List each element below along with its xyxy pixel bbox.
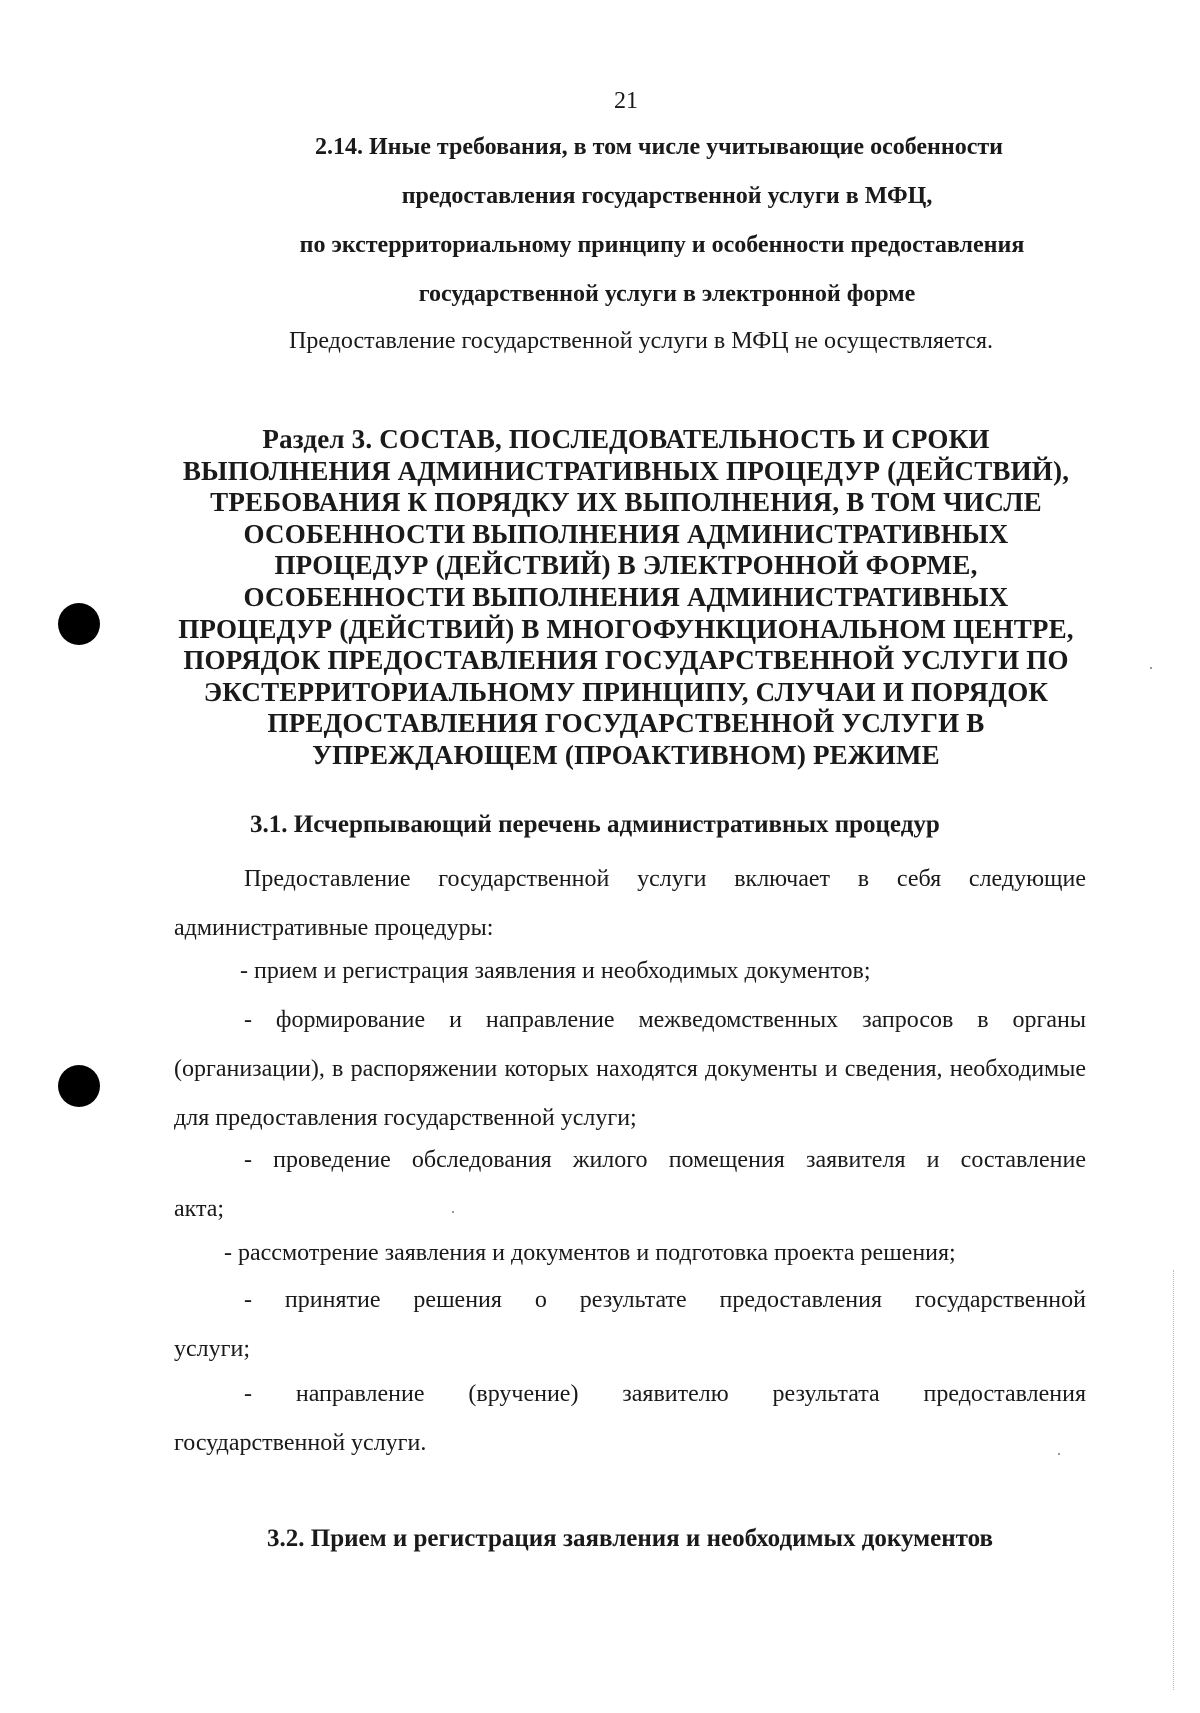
section-3-title-line: ПРЕДОСТАВЛЕНИЯ ГОСУДАРСТВЕННОЙ УСЛУГИ В [267, 708, 985, 739]
section-3-title-line: УПРЕЖДАЮЩЕМ (ПРОАКТИВНОМ) РЕЖИМЕ [312, 739, 940, 770]
section-3-title-line: ПРОЦЕДУР (ДЕЙСТВИЙ) В МНОГОФУНКЦИОНАЛЬНОМ ЦЕНТРЕ, [178, 613, 1074, 644]
section-3-title-line: ЭКСТЕРРИТОРИАЛЬНОМУ ПРИНЦИПУ, СЛУЧАИ И ПОРЯДОК [203, 676, 1049, 707]
paragraph-first-line: Предоставление государственной услуги включает в себя следующие [244, 866, 1086, 892]
list-item-first-line: - проведение обследования жилого помещения заявителя и составление [244, 1147, 1086, 1173]
section-2-14-heading-line-4: государственной услуги в электронной форме [418, 281, 916, 307]
list-item [174, 996, 1086, 1143]
section-3-2-heading: 3.2. Прием и регистрация заявления и необходимых документов [267, 1525, 994, 1552]
section-2-14-heading-line-1: 2.14. Иные требования, в том числе учитывающие особенности [315, 134, 1003, 160]
punch-hole-mark [58, 603, 100, 645]
list-item-first-line: - формирование и направление межведомственных запросов в органы [244, 1007, 1086, 1033]
scan-edge-line [1173, 1270, 1174, 1690]
section-3-1-heading: 3.1. Исчерпывающий перечень административных процедур [250, 811, 940, 838]
list-item-rest: государственной услуги. [174, 1430, 427, 1456]
section-2-14-heading-line-3: по экстерриториальному принципу и особенности предоставления [299, 232, 1025, 258]
paragraph-rest: административные процедуры: [174, 915, 494, 941]
section-2-14-heading-line-2: предоставления государственной услуги в МФЦ, [401, 183, 933, 209]
list-item-text: - прием и регистрация заявления и необходимых документов; [240, 958, 871, 984]
section-3-title-line: ВЫПОЛНЕНИЯ АДМИНИСТРАТИВНЫХ ПРОЦЕДУР (ДЕЙСТВИЙ), [182, 455, 1070, 486]
scan-speck [1058, 1453, 1060, 1455]
list-item [174, 1276, 1086, 1374]
punch-hole-mark [58, 1065, 100, 1107]
list-item-rest: акта; [174, 1196, 225, 1222]
list-item [240, 947, 1000, 996]
section-3-title-line: ОСОБЕННОСТИ ВЫПОЛНЕНИЯ АДМИНИСТРАТИВНЫХ [243, 518, 1009, 549]
section-3-title-line: ТРЕБОВАНИЯ К ПОРЯДКУ ИХ ВЫПОЛНЕНИЯ, В ТОМ ЧИСЛЕ [210, 487, 1042, 518]
section-3-title-line: ОСОБЕННОСТИ ВЫПОЛНЕНИЯ АДМИНИСТРАТИВНЫХ [243, 581, 1009, 612]
list-item-first-line: - принятие решения о результате предоставления государственной [244, 1287, 1086, 1313]
scan-speck [1150, 667, 1152, 669]
scan-speck [452, 1211, 454, 1213]
list-item [174, 1136, 1086, 1234]
section-3-1-intro [174, 855, 1086, 953]
list-item-text: - рассмотрение заявления и документов и подготовка проекта решения; [224, 1240, 956, 1266]
list-item-rest: (организации), в распоряжении которых находятся документы и сведения, необходимые для предоставления государственной услуги; [174, 1056, 1086, 1131]
section-2-14-text: Предоставление государственной услуги в МФЦ не осуществляется. [288, 328, 993, 354]
list-item [174, 1370, 1086, 1468]
list-item [224, 1229, 1084, 1278]
section-3-title [170, 424, 1082, 772]
section-3-title-line: ПОРЯДОК ПРЕДОСТАВЛЕНИЯ ГОСУДАРСТВЕННОЙ УСЛУГИ ПО [183, 645, 1069, 676]
section-3-title-line: ПРОЦЕДУР (ДЕЙСТВИЙ) В ЭЛЕКТРОННОЙ ФОРМЕ, [274, 550, 978, 581]
page-number: 21 [614, 88, 638, 114]
list-item-first-line: - направление (вручение) заявителю результата предоставления [244, 1381, 1086, 1407]
list-item-rest: услуги; [174, 1336, 250, 1362]
section-3-title-line: Раздел 3. СОСТАВ, ПОСЛЕДОВАТЕЛЬНОСТЬ И СРОКИ [262, 424, 990, 454]
